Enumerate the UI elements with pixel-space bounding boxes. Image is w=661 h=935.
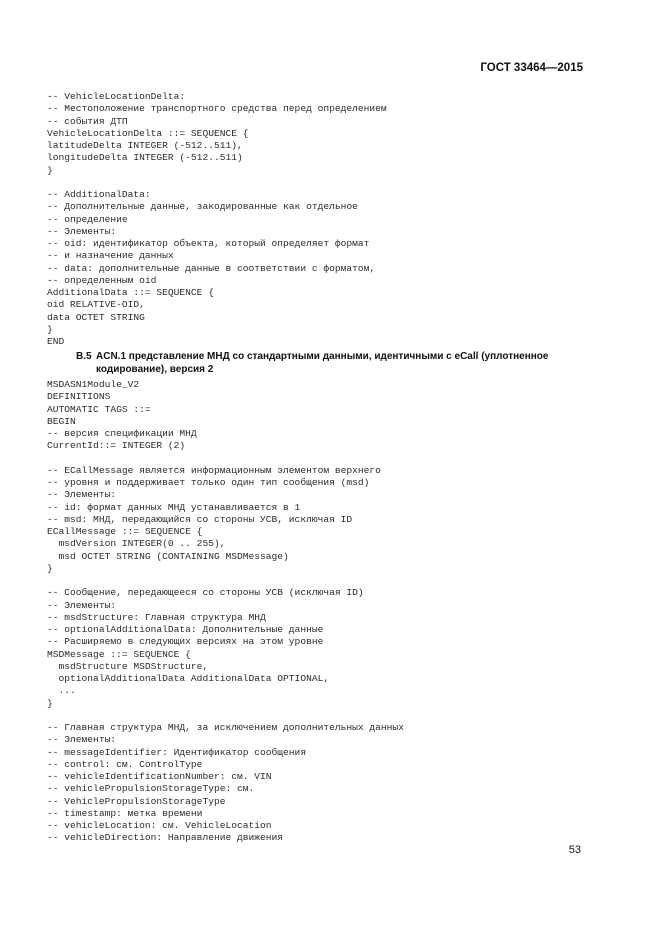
code-line: } — [47, 697, 53, 709]
code-line: -- control: см. ControlType — [47, 758, 203, 770]
code-line: -- и назначение данных — [47, 250, 174, 262]
code-line: -- data: дополнительные данные в соответствии с форматом, — [47, 262, 376, 274]
code-line — [47, 453, 617, 465]
code-line: -- Сообщение, передающееся со стороны УСВ (исключая ID) — [47, 587, 364, 599]
code-line: MSDMessage ::= SEQUENCE { — [47, 648, 191, 660]
code-line: -- Элементы: — [47, 489, 117, 501]
code-line: -- Местоположение транспортного средства перед определением — [47, 103, 387, 115]
code-line: AdditionalData ::= SEQUENCE { — [47, 287, 214, 298]
code-line: -- VehiclePropulsionStorageType — [47, 795, 226, 807]
code-line: -- VehicleLocationDelta: — [47, 91, 186, 102]
code-line: -- версия спецификации МНД — [47, 428, 197, 439]
code-line: -- oid: идентификатор объекта, который определяет формат — [47, 238, 370, 249]
code-line: -- Дополнительные данные, закодированные как отдельное — [47, 201, 358, 213]
code-line: msd OCTET STRING (CONTAINING MSDMessage) — [47, 550, 289, 562]
code-line: -- Элементы: — [47, 599, 117, 611]
code-line: oid RELATIVE-OID, — [47, 299, 145, 311]
document-standard-header: ГОСТ 33464—2015 — [480, 62, 583, 74]
code-line: -- vehicleIdentificationNumber: см. VIN — [47, 771, 272, 782]
code-line: } — [47, 323, 53, 335]
code-line: data OCTET STRING — [47, 311, 145, 323]
code-line: MSDASN1Module_V2 — [47, 379, 140, 390]
section-number: В.5 — [76, 351, 92, 362]
code-line: -- vehicleDirection: Направление движения — [47, 832, 284, 844]
code-block-2 — [47, 379, 617, 845]
code-line: -- Главная структура МНД, за исключением дополнительных данных — [47, 722, 404, 733]
code-line: -- optionalAdditionalData: Дополнительные данные — [47, 624, 324, 635]
code-line: -- Элементы: — [47, 734, 117, 746]
code-line: DEFINITIONS — [47, 391, 111, 403]
code-line: optionalAdditionalData AdditionalData OPTIONAL, — [47, 673, 330, 684]
code-line: BEGIN — [47, 415, 76, 427]
code-line: msdStructure MSDStructure, — [47, 660, 209, 672]
code-line: -- определение — [47, 213, 128, 225]
page-number: 53 — [568, 844, 581, 856]
code-line: -- определенным oid — [47, 274, 157, 286]
code-line: ... — [47, 685, 76, 697]
code-line: -- ECallMessage является информационным элементом верхнего — [47, 464, 381, 476]
code-line: } — [47, 562, 53, 574]
code-line: -- msd: МНД, передающийся со стороны УСВ, исключая ID — [47, 513, 353, 525]
code-line: msdVersion INTEGER(0 .. 255), — [47, 538, 226, 550]
code-line: -- Расширяемо в следующих версиях на этом уровне — [47, 636, 324, 648]
code-line: longitudeDelta INTEGER (-512..511) — [47, 152, 243, 164]
code-line: -- vehiclePropulsionStorageType: см. — [47, 783, 255, 795]
section-title: ACN.1 представление МНД со стандартными данными, идентичными с eCall (уплотненное кодирование), версия 2 — [96, 351, 549, 375]
code-line: -- уровня и поддерживает только один тип сообщения (msd) — [47, 477, 370, 488]
code-line — [47, 177, 617, 189]
code-line: AUTOMATIC TAGS ::= — [47, 403, 151, 415]
code-line: -- msdStructure: Главная структура МНД — [47, 611, 266, 623]
code-line: -- messageIdentifier: Идентификатор сообщения — [47, 746, 307, 758]
code-line: } — [47, 164, 53, 176]
code-line — [47, 575, 617, 587]
code-line: latitudeDelta INTEGER (-512..511), — [47, 140, 243, 151]
code-line: -- AdditionalData: — [47, 189, 151, 200]
code-line: ECallMessage ::= SEQUENCE { — [47, 526, 203, 537]
code-line: CurrentId::= INTEGER (2) — [47, 440, 186, 452]
code-line: -- Элементы: — [47, 225, 117, 237]
code-block-1 — [47, 91, 617, 348]
code-line: -- события ДТП — [47, 115, 128, 127]
code-line: -- id: формат данных МНД устанавливается в 1 — [47, 501, 301, 513]
code-line: VehicleLocationDelta ::= SEQUENCE { — [47, 127, 249, 139]
code-line — [47, 710, 617, 722]
code-line: -- vehicleLocation: см. VehicleLocation — [47, 820, 272, 831]
code-line: END — [47, 336, 65, 347]
code-line: -- timestamp: метка времени — [47, 807, 203, 819]
